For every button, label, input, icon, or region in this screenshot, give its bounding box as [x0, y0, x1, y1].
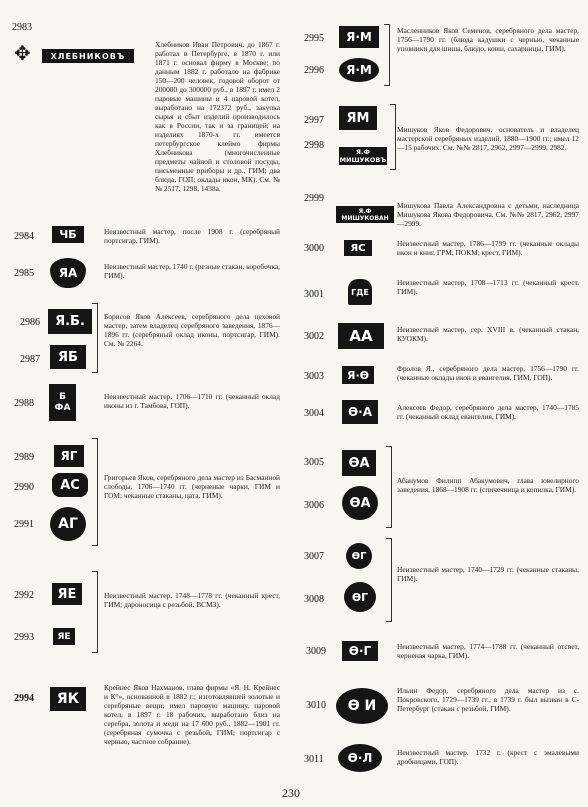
hallmark-fita-a-round: ӨА: [342, 486, 378, 520]
entry-number: 2992: [14, 590, 34, 601]
entry-number: 2989: [14, 452, 34, 463]
hallmark-ym-plain: ЯМ: [339, 106, 377, 130]
entry-number: 3008: [304, 594, 324, 605]
group-bracket: [386, 446, 392, 528]
hallmark-fita-a-square: ӨА: [342, 450, 376, 476]
entry-description: Масленников Яков Семенов, серебряного дела мастер, 1756—1790 гг. (блюда кадушки с чернью, чеканные уповники для шиша, блюдо, ковш, сахарницы, ГИМ).: [397, 26, 579, 53]
hallmark-aa: АА: [338, 323, 384, 349]
entry-number: 3007: [304, 551, 324, 562]
entry-description: Григорьев Яков, серебряного дела мастер из Басманной слободы, 1706—1740 гг. (черненые чарки, ГИМ и ГОМ; чеканные стаканы, цата, ГИМ).: [104, 473, 280, 500]
entry-description: Абанумов Филипп Абакумович, глава ювелирного заведения, 1868—1908 гг. (спичечница и копилка, ГИМ).: [397, 476, 579, 494]
entry-description: Неизвестный мастер, после 1908 г. (серебряный портсигар, ГИМ).: [104, 227, 280, 245]
entry-number: 3004: [304, 408, 324, 419]
group-bracket: [386, 538, 392, 622]
hallmark-mishukovan: Я.Ф МИШУКОВАН: [336, 206, 394, 223]
group-bracket: [92, 438, 98, 546]
entry-number: 2988: [14, 398, 34, 409]
entry-description: Хлебников Иван Петрович, до 1867 г. работал в Петербурге, в 1870 г. или 1871 г. основал фирму в Москве; по данным 1882 г. работало на фабрике 150—200 человек, годовой оборот от 200000 до 300000 руб., в 1897 г. имел 2 паровые машины и 4 паровой котел, выработано на 172372 руб., закупка сырья и сбыт изделий производилось как в России, так и за границей; на изделиях 1870-х гг. имеется петербургское клеймо фирмы Хлебникова (многочисленные предметы чайной и столовой посуды, письменные приборы и др., ГИМ; два блюда, ГОП; оклады икон, МК). См. №№ 2517, 1298, 1438а.: [155, 40, 280, 193]
group-bracket: [384, 24, 390, 86]
entry-description: Неизвестный мастер, 1774—1788 гг. (чеканный отсвет, черненая чарка, ГИМ).: [397, 642, 579, 660]
entry-number: 2998: [304, 140, 324, 151]
entry-description: Крейнес Яков Нахманов, глава фирмы «Я. Н. Крейнес и К°», основанной в 1882 г.; изготовлявшей золотые и серебряные вещи; имел паровую машину, паровой котел, в 1897 г. 18 рабочих, выработано близ на серебра, золота и меди на 17 600 руб., 1882—1901 гг. (серебряная сумочка с резьбой, ГИМ; портсигар с чернью, частное собрание).: [104, 683, 280, 746]
entry-number: 2997: [304, 115, 324, 126]
hallmark-gde: ГДЕ: [348, 279, 372, 305]
group-bracket: [92, 571, 98, 653]
double-eagle-icon: ✥: [14, 43, 31, 65]
entry-number: 2984: [14, 231, 34, 242]
hallmark-ys: ЯС: [344, 240, 372, 256]
entry-description: Неизвестный мастер, 1786—1799 гг. (чеканные оклады икон и книг, ГРМ, ПОКМ; крест, ГИМ).: [397, 239, 579, 257]
hallmark-yab-dotted: Я.Б.: [48, 309, 92, 334]
page-number: 230: [282, 786, 300, 800]
entry-number: 2995: [304, 33, 324, 44]
entry-number: 3001: [304, 289, 324, 300]
entry-description: Неизвестный мастер. 1732 г. (крест с эмалевыми дробницами, ГОП).: [397, 748, 579, 766]
entry-number: 3003: [304, 371, 324, 382]
hallmark-mishukov: Я.Ф МИШУКОВЪ: [339, 148, 387, 164]
group-bracket: [390, 104, 396, 170]
entry-description: Мишукова Павла Александровна с детьми, наследница Мишукова Якова Федоровича. См. №№ 2817, 2962, 2997—2999.: [397, 201, 579, 228]
entry-number: 2993: [14, 632, 34, 643]
hallmark-khlebnikov: ХЛЕБНИКОВЪ: [42, 49, 134, 63]
entry-description: Неизвестный мастер, 1708—1713 гг. (чеканный крест, ГИМ).: [397, 278, 579, 296]
hallmark-fita-g-large: ӨГ: [344, 582, 376, 612]
hallmark-chb: ЧБ: [52, 226, 84, 243]
hallmark-ym-oval: Я·М: [339, 58, 379, 82]
entry-number: 2990: [14, 482, 34, 493]
hallmark-yag: ЯГ: [54, 445, 84, 467]
entry-number: 2983: [12, 22, 32, 33]
entry-number: 3000: [304, 243, 324, 254]
hallmark-yae-small: ЯЕ: [53, 628, 75, 645]
entry-number: 3009: [306, 646, 326, 657]
entry-number: 2996: [304, 65, 324, 76]
hallmark-b-fa: Б ФА: [49, 384, 76, 421]
hallmark-as: АС: [52, 473, 88, 497]
hallmark-fita-i: Ө И: [336, 688, 388, 724]
entry-description: Неизвестный мастер, 1706—1710 гг. (чеканный оклад иконы из г. Тамбова, ГОП).: [104, 392, 280, 410]
entry-number: 3010: [306, 700, 326, 711]
hallmark-ym: Я·М: [339, 26, 379, 48]
entry-number: 2985: [14, 268, 34, 279]
entry-description: Неизвестный мастер, сер. XVIII в. (чеканный стакан, КУОКМ).: [397, 325, 579, 343]
entry-number: 2999: [304, 193, 324, 204]
entry-number: 3005: [304, 457, 324, 468]
hallmark-fita-a: Ө·А: [342, 400, 378, 424]
entry-description: Фролов Я., серебряного дела мастер, 1756—1790 гг. (чеканные оклады икон и евангелия, ГИМ, ГОП).: [397, 364, 579, 382]
entry-description: Ильин Федор, серебряного дела мастер из с. Покровского, 1729—1739 гг., в 1739 г. был вызван в С-Петербург (стакан с резьбой, ГИМ).: [397, 686, 579, 713]
hallmark-ya-fita: Я·Ө: [342, 366, 374, 384]
hallmark-fita-g: ӨГ: [346, 543, 372, 569]
entry-number: 2986: [20, 317, 40, 328]
entry-description: Борисов Яков Алексеев, серебряного дела цеховой мастер, затем владелец серебряного заведения, 1876—1896 гг. (серебряный оклад иконы, портсигар, ГИМ). См. № 2264.: [104, 312, 280, 348]
entry-description: Мишуков Яков Федорович, основатель и владелец мастерской серебряных изделий, 1880—1900 гг.; имел 12—15 рабочих. См. №№ 2817, 2962, 2997—2999, 2982.: [397, 125, 579, 152]
hallmark-ag: АГ: [50, 507, 86, 541]
entry-number: 2991: [14, 519, 34, 530]
entry-description: Алексеев Федор, серебряного дела мастер, 1740—1785 гг. (чеканный оклад евангелия, ГИМ).: [397, 403, 579, 421]
entry-description: Неизвестный мастер, 1740 г. (резные стакан, коробочка, ГИМ).: [104, 262, 280, 280]
entry-number: 2994: [14, 693, 34, 704]
entry-number: 2987: [20, 354, 40, 365]
hallmark-fita-l: Ө·Л: [338, 744, 382, 772]
hallmark-yae: ЯЕ: [52, 583, 82, 605]
entry-description: Неизвестный мастер, 1748—1778 гг. (чеканный крест, ГИМ; дароносица с резьбой, ВСМЗ).: [104, 591, 280, 609]
hallmark-fita-g-dot: Ө·Г: [342, 641, 378, 661]
hallmark-yab: ЯБ: [50, 345, 86, 369]
entry-number: 3011: [304, 754, 324, 765]
entry-number: 3006: [304, 500, 324, 511]
group-bracket: [92, 303, 98, 373]
hallmark-heart-ya: ЯА: [50, 258, 86, 288]
entry-description: Неизвестный мастер, 1740—1729 гг. (чеканные стаканы, ГИМ).: [397, 565, 579, 583]
hallmark-yak: ЯК: [50, 687, 86, 711]
entry-number: 3002: [304, 331, 324, 342]
